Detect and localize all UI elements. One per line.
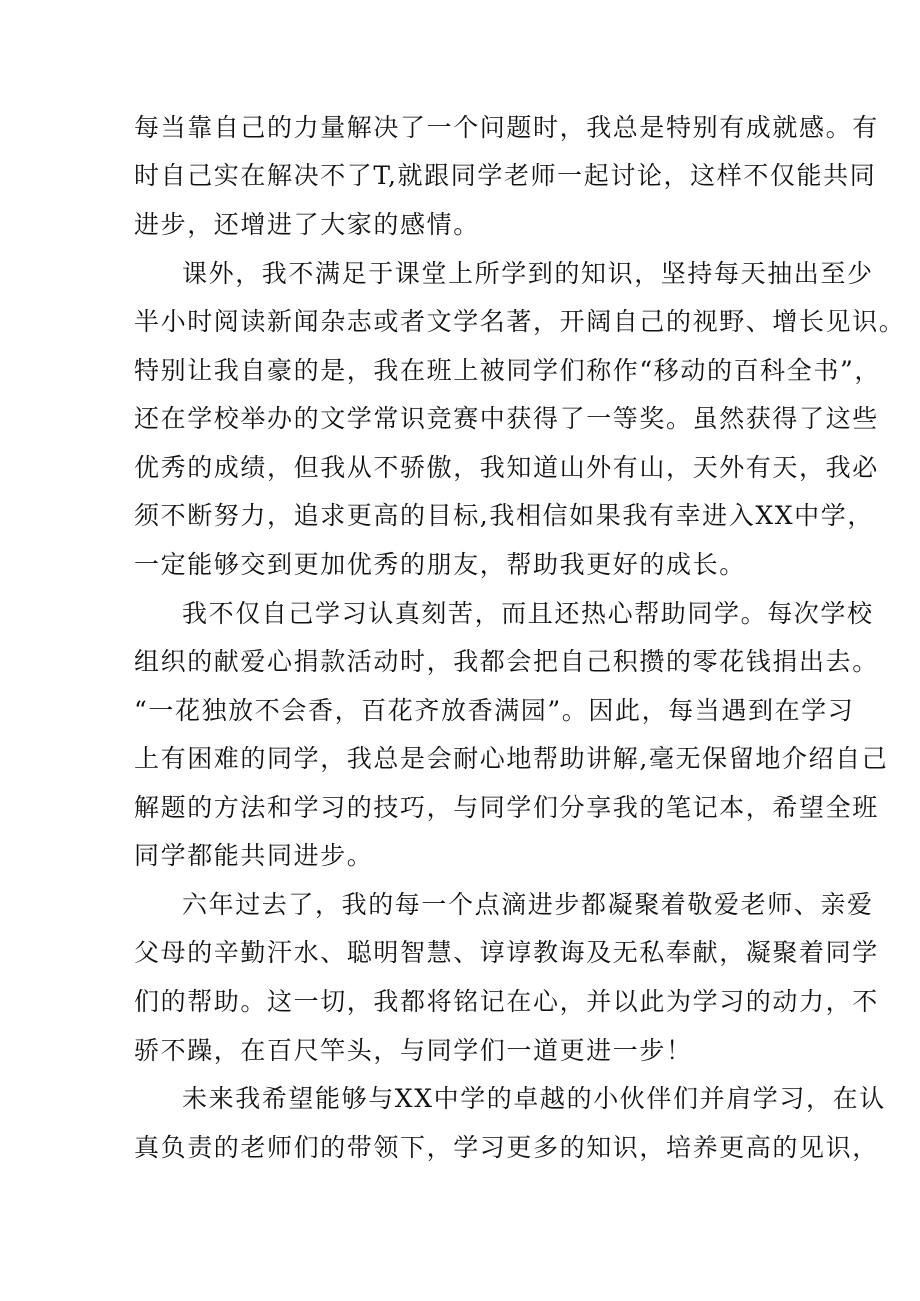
text-line: 我不仅自己学习认真刻苦，而且还热心帮助同学。每次学校 bbox=[182, 599, 874, 628]
text-line: “一花独放不会香，百花齐放香满园”。因此，每当遇到在学习 bbox=[134, 696, 855, 725]
text-line: 进步，还增进了大家的感情。 bbox=[134, 210, 480, 239]
text-line: 优秀的成绩，但我从不骄傲，我知道山外有山，天外有天，我必 bbox=[134, 453, 879, 482]
text-line: 六年过去了，我的每一个点滴进步都凝聚着敬爱老师、亲爱 bbox=[182, 890, 874, 919]
text-line: 解题的方法和学习的技巧，与同学们分享我的笔记本，希望全班 bbox=[134, 793, 879, 822]
text-line: 上有困难的同学，我总是会耐心地帮助讲解,毫无保留地介绍自己 bbox=[134, 744, 889, 773]
text-line: 骄不躁，在百尺竿头，与同学们一道更进一步！ bbox=[134, 1036, 693, 1065]
text-line: 课外，我不满足于课堂上所学到的知识，坚持每天抽出至少 bbox=[182, 259, 874, 288]
text-line: 半小时阅读新闻杂志或者文学名著，开阔自己的视野、增长见识。 bbox=[134, 307, 906, 336]
text-line: 特别让我自豪的是，我在班上被同学们称作“移动的百科全书”， bbox=[134, 356, 881, 385]
text-line: 们的帮助。这一切，我都将铭记在心，并以此为学习的动力，不 bbox=[134, 987, 879, 1016]
text-line: 每当靠自己的力量解决了一个问题时，我总是特别有成就感。有 bbox=[134, 113, 879, 142]
text-line: 须不断努力，追求更高的目标,我相信如果我有幸进入XX中学， bbox=[134, 501, 874, 530]
text-line: 真负责的老师们的带领下，学习更多的知识，培养更高的见识， bbox=[134, 1133, 879, 1162]
text-line: 时自己实在解决不了T,就跟同学老师一起讨论，这样不仅能共同 bbox=[134, 161, 877, 190]
text-line: 一定能够交到更加优秀的朋友，帮助我更好的成长。 bbox=[134, 550, 746, 579]
text-line: 还在学校举办的文学常识竞赛中获得了一等奖。虽然获得了这些 bbox=[134, 404, 879, 433]
text-line: 同学都能共同进步。 bbox=[134, 841, 374, 870]
text-line: 组织的献爱心捐款活动时，我都会把自己积攒的零花钱捐出去。 bbox=[134, 647, 879, 676]
text-line: 父母的辛勤汗水、聪明智慧、谆谆教诲及无私奉献，凝聚着同学 bbox=[134, 938, 879, 967]
text-line: 未来我希望能够与XX中学的卓越的小伙伴们并肩学习，在认 bbox=[182, 1084, 886, 1113]
